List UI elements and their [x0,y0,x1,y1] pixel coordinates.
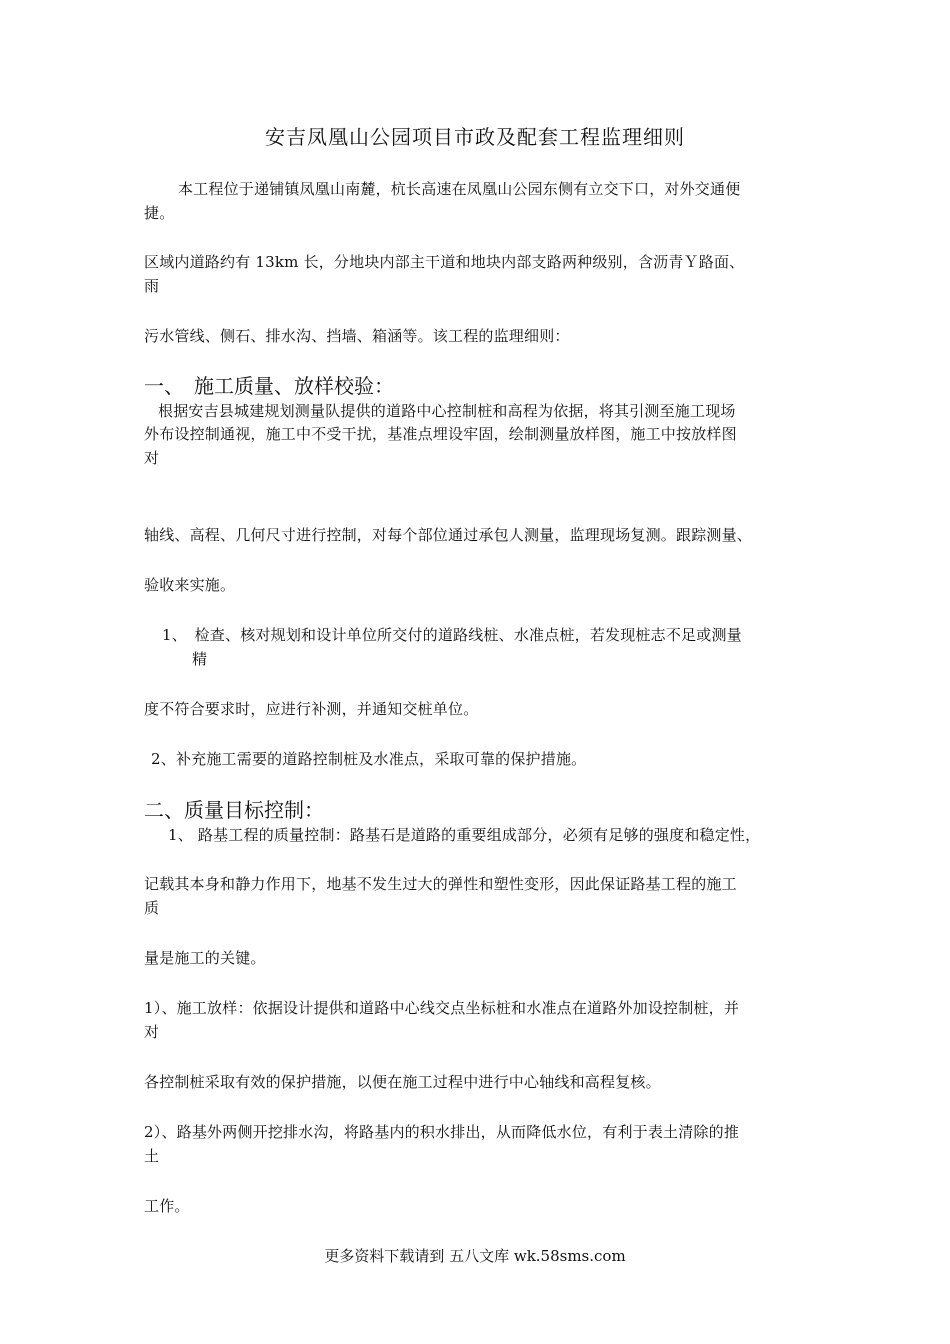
section-2-item-1-wrap: 对 [144,1023,160,1041]
section-2-paragraph-line: 量是施工的关键。 [144,949,266,967]
section-2-item-1: 1）、施工放样：依据设计提供和道路中心线交点坐标桩和水准点在道路外加设控制桩，并 [144,999,740,1017]
section-1-paragraph-line: 轴线、高程、几何尺寸进行控制，对每个部位通过承包人测量，监理现场复测。跟踪测量、 [144,526,753,544]
section-1-item-1: 1、 检查、核对规划和设计单位所交付的道路线桩、水准点桩，若发现桩志不足或测量 [162,626,742,644]
section-1-item-1-cont: 度不符合要求时，应进行补测，并通知交桩单位。 [144,700,479,718]
section-1-paragraph-line: 验收来实施。 [144,576,236,594]
intro-line-4: 雨 [144,277,160,295]
section-2-paragraph-line: 质 [144,899,160,917]
document-title: 安吉凤凰山公园项目市政及配套工程监理细则 [265,125,685,149]
footer-watermark-text: 更多资料下载请到 五八文库 wk.58sms.com [324,1247,626,1265]
intro-line-1: 本工程位于递铺镇凤凰山南麓，杭长高速在凤凰山公园东侧有立交下口，对外交通便 [178,180,741,198]
section-1-paragraph-line: 根据安吉县城建规划测量队提供的道路中心控制桩和高程为依据，将其引测至施工现场 [158,402,736,420]
section-2-item-2-wrap: 土 [144,1147,160,1165]
section-2-item-1-cont: 各控制桩采取有效的保护措施，以便在施工过程中进行中心轴线和高程复核。 [144,1073,661,1091]
section-2-paragraph-line: 1、 路基工程的质量控制：路基石是道路的重要组成部分，必须有足够的强度和稳定性， [168,826,761,844]
section-2-heading: 二、质量目标控制： [144,798,324,822]
section-1-item-2: 2、补充施工需要的道路控制桩及水准点，采取可靠的保护措施。 [151,750,587,768]
intro-line-5: 污水管线、侧石、排水沟、挡墙、箱涵等。该工程的监理细则： [144,327,570,345]
section-1-paragraph-line: 对 [144,449,160,467]
section-2-item-2-cont: 工作。 [144,1197,190,1215]
intro-line-3: 区域内道路约有 13km 长，分地块内部主干道和地块内部支路两种级别，含沥青Ｙ路面、 [144,253,745,271]
section-1-heading: 一、 施工质量、放样校验： [144,374,394,398]
section-2-item-2: 2）、路基外两侧开挖排水沟，将路基内的积水排出，从而降低水位，有利于表土清除的推 [144,1123,740,1141]
section-2-paragraph-line: 记载其本身和静力作用下，地基不发生过大的弹性和塑性变形，因此保证路基工程的施工 [144,875,737,893]
section-1-item-1-wrap: 精 [192,650,208,668]
section-1-paragraph-line: 外布设控制通视，施工中不受干扰，基准点埋设牢固，绘制测量放样图，施工中按放样图 [144,425,737,443]
intro-line-2: 捷。 [144,204,175,222]
